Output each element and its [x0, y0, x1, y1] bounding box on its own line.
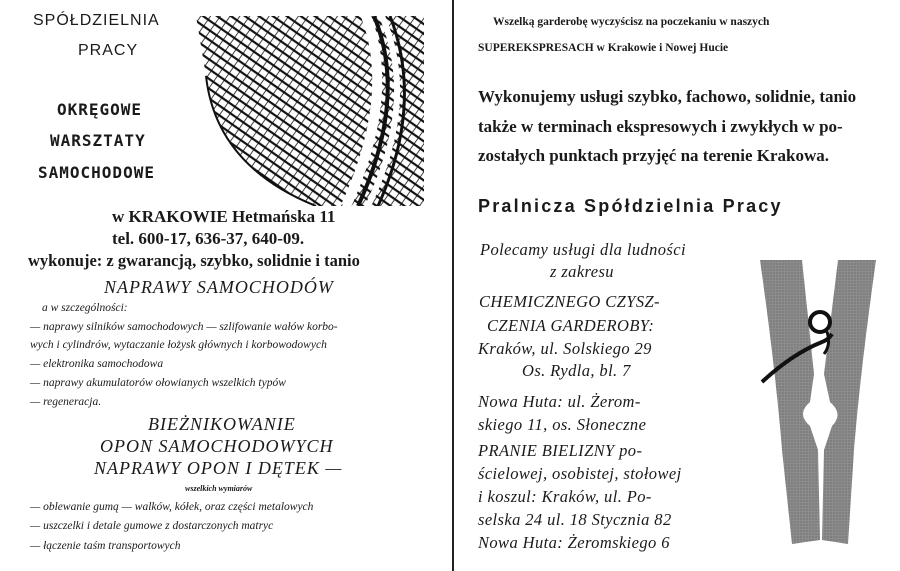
column-divider: [452, 0, 454, 571]
nowa-huta-line: skiego 11, os. Słoneczne: [478, 415, 647, 434]
dry-cleaning-line: CHEMICZNEGO CZYSZ-: [479, 292, 660, 311]
address-line: w KRAKOWIE Hetmańska 11: [112, 207, 336, 226]
coop-title: SPÓŁDZIELNIA: [33, 12, 160, 29]
laundry-line: PRANIE BIELIZNY po-: [478, 441, 643, 460]
recommend-line: Polecamy usługi dla ludności: [480, 240, 686, 259]
workshop-line-1: OKRĘGOWE: [57, 100, 143, 119]
recommend-line: z zakresu: [550, 262, 614, 281]
service-paragraph-line: zostałych punktach przyjęć na terenie Krakowa.: [478, 146, 829, 165]
workshop-line-3: SAMOCHODOWE: [38, 163, 155, 182]
laundry-line: i koszul: Kraków, ul. Po-: [478, 487, 652, 506]
laundry-line: selska 24 ul. 18 Stycznia 82: [478, 510, 672, 529]
laundry-line: Nowa Huta: Żeromskiego 6: [478, 533, 670, 552]
repairs-item: wych i cylindrów, wytaczanie łożysk głównych i korbowodowych: [30, 339, 327, 351]
dry-cleaning-line: Os. Rydla, bl. 7: [522, 361, 631, 380]
retread-item: — oblewanie gumą — walków, kółek, oraz części metalowych: [30, 501, 314, 513]
clothespin-icon: [752, 254, 882, 554]
repairs-item: — naprawy akumulatorów ołowianych wszelkich typów: [30, 377, 286, 389]
retread-title-1: BIEŻNIKOWANIE: [148, 414, 296, 434]
service-paragraph-line: Wykonujemy usługi szybko, fachowo, solidnie, tanio: [478, 87, 857, 106]
repairs-title: NAPRAWY SAMOCHODÓW: [104, 277, 334, 297]
tire-icon: [196, 16, 424, 206]
repairs-item: — elektronika samochodowa: [30, 358, 164, 370]
laundry-coop-header: Pralnicza Spółdzielnia Pracy: [478, 196, 783, 216]
phone-line: tel. 600-17, 636-37, 640-09.: [112, 229, 305, 248]
dry-cleaning-line: Kraków, ul. Solskiego 29: [478, 339, 652, 358]
workshop-line-2: WARSZTATY: [50, 131, 146, 150]
retread-title-3: NAPRAWY OPON I DĘTEK —: [94, 458, 343, 478]
service-paragraph-line: także w terminach ekspresowych i zwykłych w po-: [478, 117, 843, 136]
repairs-item: — naprawy silników samochodowych — szlifowanie wałów korbo-: [30, 321, 338, 333]
retread-subtitle: wszelkich wymiarów: [185, 484, 253, 493]
repairs-intro: a w szczególności:: [42, 302, 128, 314]
retread-item: — łączenie taśm transportowych: [30, 540, 181, 552]
coop-subtitle: PRACY: [78, 42, 139, 59]
retread-title-2: OPON SAMOCHODOWYCH: [100, 436, 334, 456]
express-line-2: SUPEREKSPRESACH w Krakowie i Nowej Hucie: [478, 42, 729, 54]
express-line-1: Wszelką garderobę wyczyścisz na poczekaniu w naszych: [493, 16, 770, 28]
laundry-line: ścielowej, osobistej, stołowej: [478, 464, 682, 483]
offer-line: wykonuje: z gwarancją, szybko, solidnie i tanio: [28, 251, 360, 270]
dry-cleaning-line: CZENIA GARDEROBY:: [487, 316, 655, 335]
retread-item: — uszczelki i detale gumowe z dostarczonych matryc: [30, 520, 274, 532]
repairs-item: — regeneracja.: [30, 396, 102, 408]
nowa-huta-line: Nowa Huta: ul. Żerom-: [478, 392, 641, 411]
